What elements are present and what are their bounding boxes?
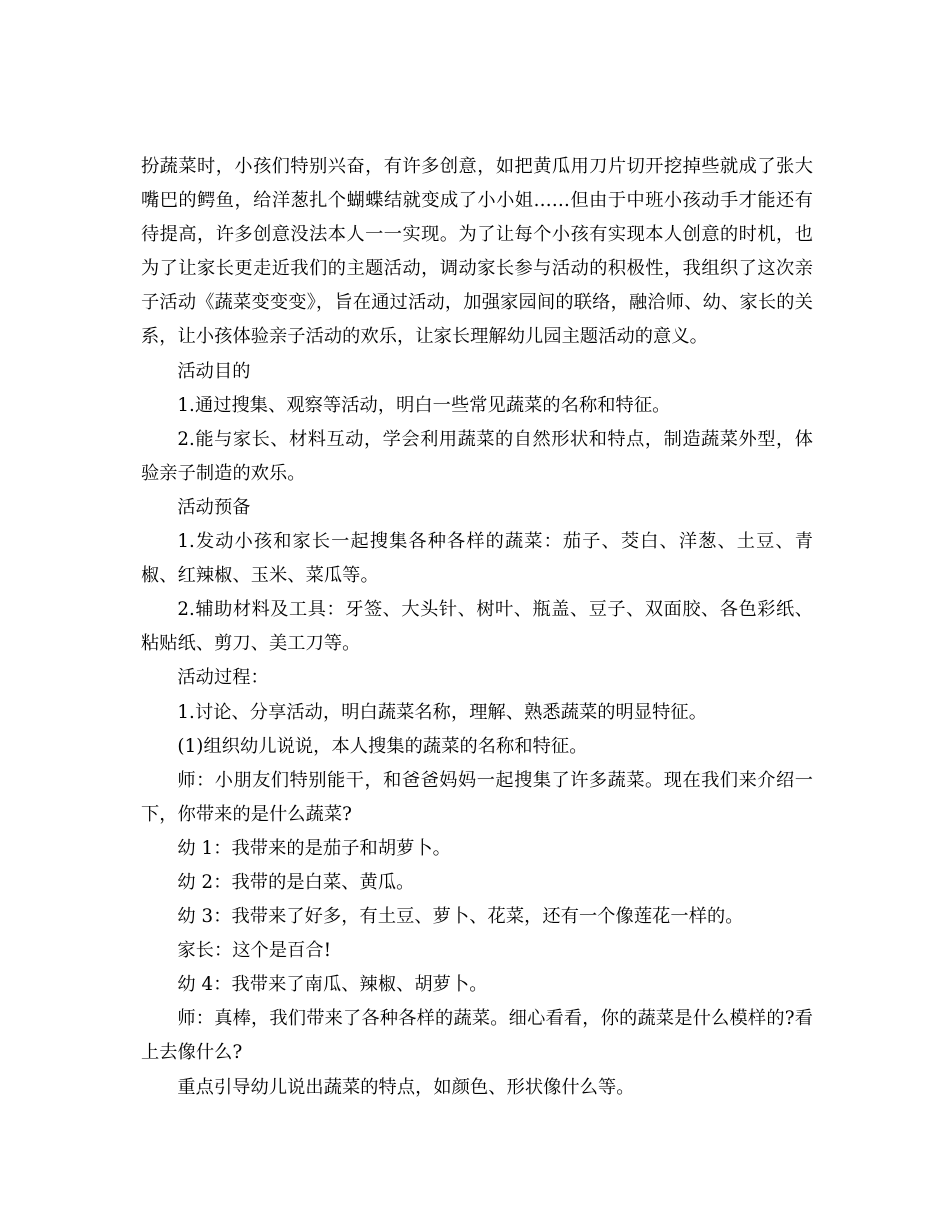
paragraph-process-1: 1.讨论、分享活动，明白蔬菜名称，理解、熟悉蔬菜的明显特征。 bbox=[177, 701, 707, 723]
paragraph-preparation-1: 1.发动小孩和家长一起搜集各种各样的蔬菜：茄子、茭白、洋葱、土豆、青椒、红辣椒、玉米、菜瓜等。 bbox=[141, 531, 813, 587]
paragraph-teacher-question: 师：小朋友们特别能干，和爸爸妈妈一起搜集了许多蔬菜。现在我们来介绍一下，你带来的是什么蔬菜? bbox=[141, 769, 813, 825]
paragraph-intro-continued: 扮蔬菜时，小孩们特别兴奋，有许多创意，如把黄瓜用刀片切开挖掉些就成了张大嘴巴的鳄鱼，给洋葱扎个蝴蝶结就变成了小小姐……但由于中班小孩动手才能还有待提高，许多创意没法本人一一实现。为了让每个小孩有实现本人创意的时机，也为了让家长更走近我们的主题活动，调动家长参与活动的积极性，我组织了这次亲子活动《蔬菜变变变》，旨在通过活动，加强家园间的联络，融洽师、幼、家长的关系，让小孩体验亲子活动的欢乐，让家长理解幼儿园主题活动的意义。 bbox=[141, 156, 813, 348]
paragraph-child-3: 幼 3：我带来了好多，有土豆、萝卜、花菜，还有一个像莲花一样的。 bbox=[177, 906, 744, 928]
document-body bbox=[141, 150, 813, 1105]
paragraph-child-2: 幼 2：我带的是白菜、黄瓜。 bbox=[177, 871, 415, 893]
heading-activity-goals: 活动目的 bbox=[177, 360, 251, 382]
heading-activity-process: 活动过程： bbox=[177, 667, 269, 689]
paragraph-guidance: 重点引导幼儿说出蔬菜的特点，如颜色、形状像什么等。 bbox=[177, 1076, 635, 1098]
paragraph-child-4: 幼 4：我带来了南瓜、辣椒、胡萝卜。 bbox=[177, 974, 488, 996]
paragraph-parent: 家长：这个是百合! bbox=[177, 940, 332, 962]
paragraph-preparation-2: 2.辅助材料及工具：牙签、大头针、树叶、瓶盖、豆子、双面胶、各色彩纸、粘贴纸、剪刀、美工刀等。 bbox=[141, 599, 813, 655]
paragraph-goal-2: 2.能与家长、材料互动，学会利用蔬菜的自然形状和特点，制造蔬菜外型，体验亲子制造的欢乐。 bbox=[141, 428, 813, 484]
paragraph-teacher-followup: 师：真棒，我们带来了各种各样的蔬菜。细心看看，你的蔬菜是什么模样的?看上去像什么? bbox=[141, 1008, 813, 1064]
paragraph-child-1: 幼 1：我带来的是茄子和胡萝卜。 bbox=[177, 837, 451, 859]
paragraph-goal-1: 1.通过搜集、观察等活动，明白一些常见蔬菜的名称和特征。 bbox=[177, 394, 671, 416]
paragraph-process-1-sub-1: (1)组织幼儿说说，本人搜集的蔬菜的名称和特征。 bbox=[177, 735, 588, 757]
heading-activity-preparation: 活动预备 bbox=[177, 496, 251, 518]
